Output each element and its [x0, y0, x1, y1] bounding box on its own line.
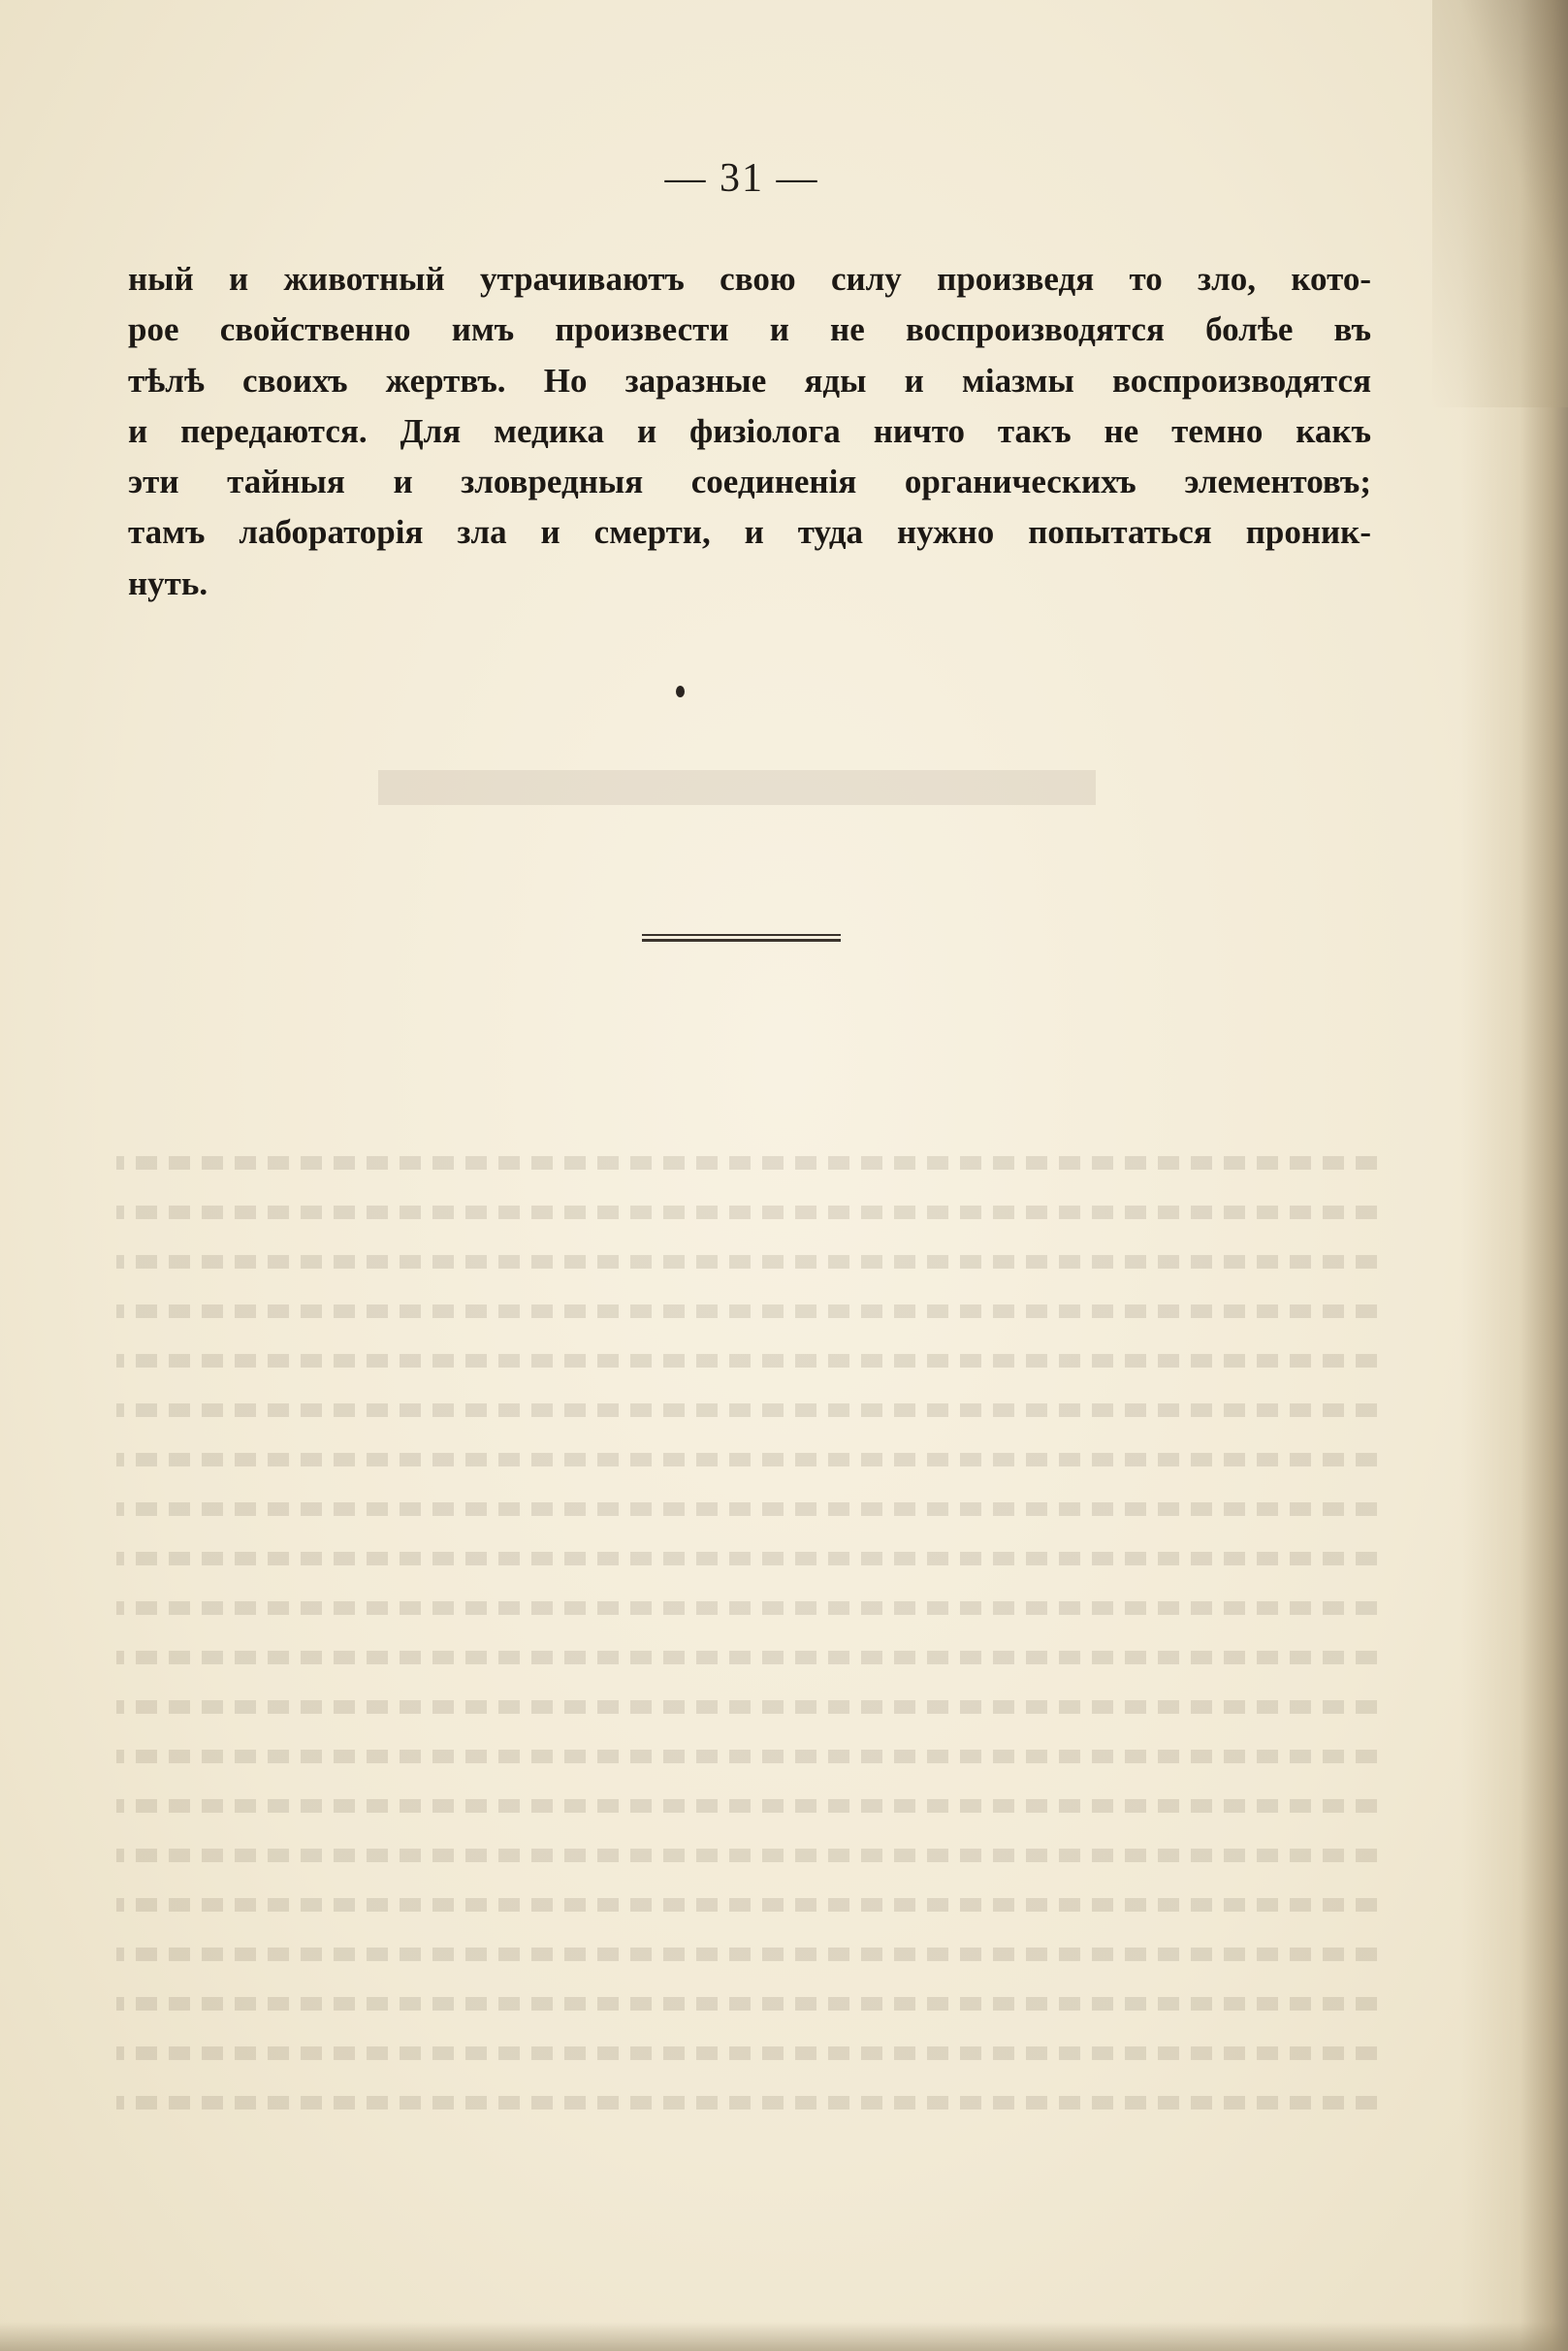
show-through-line [116, 1530, 1377, 1580]
text-line: и передаются. Для медика и физіолога ничто такъ не темно какъ [128, 411, 1371, 450]
section-divider [642, 934, 841, 942]
show-through-line [116, 1382, 1377, 1432]
divider-thin-line [642, 934, 841, 936]
show-through-body [116, 1135, 1377, 2124]
text-line: эти тайныя и зловредныя соединенія органическихъ элементовъ; [128, 463, 1371, 501]
show-through-line [116, 1679, 1377, 1728]
text-line: нуть. [128, 564, 208, 602]
show-through-line [116, 1976, 1377, 2025]
paragraph [128, 254, 1371, 609]
show-through-line [116, 1432, 1377, 1481]
show-through-line [116, 1728, 1377, 1778]
text-line: ный и животный утрачиваютъ свою силу произведя то зло, кото- [128, 260, 1371, 298]
ink-dot [676, 686, 685, 697]
show-through-line [116, 1234, 1377, 1283]
text-line: тѣлѣ своихъ жертвъ. Но заразные яды и міазмы воспроизводятся [128, 361, 1371, 400]
show-through-line [116, 1926, 1377, 1976]
show-through-heading-shape [359, 757, 1115, 815]
show-through-line [116, 2025, 1377, 2075]
text-line: тамъ лабораторія зла и смерти, и туда нужно попытаться проник- [128, 513, 1371, 552]
show-through-line [116, 1283, 1377, 1333]
bottom-edge-shadow [0, 2322, 1568, 2351]
show-through-line [116, 1877, 1377, 1926]
show-through-line [116, 1135, 1377, 1184]
show-through-line [116, 1333, 1377, 1382]
show-through-line [116, 1580, 1377, 1629]
page-number: — 31 — [664, 156, 819, 201]
show-through-line [116, 1184, 1377, 1234]
corner-shadow [1432, 0, 1568, 407]
show-through-heading [359, 757, 1115, 826]
text-line: рое свойственно имъ произвести и не воспроизводятся болѣе въ [128, 310, 1371, 349]
show-through-line [116, 1778, 1377, 1827]
show-through-line [116, 1827, 1377, 1877]
show-through-line [116, 1629, 1377, 1679]
show-through-line [116, 1481, 1377, 1530]
show-through-line [116, 2075, 1377, 2124]
divider-thick-line [642, 939, 841, 942]
